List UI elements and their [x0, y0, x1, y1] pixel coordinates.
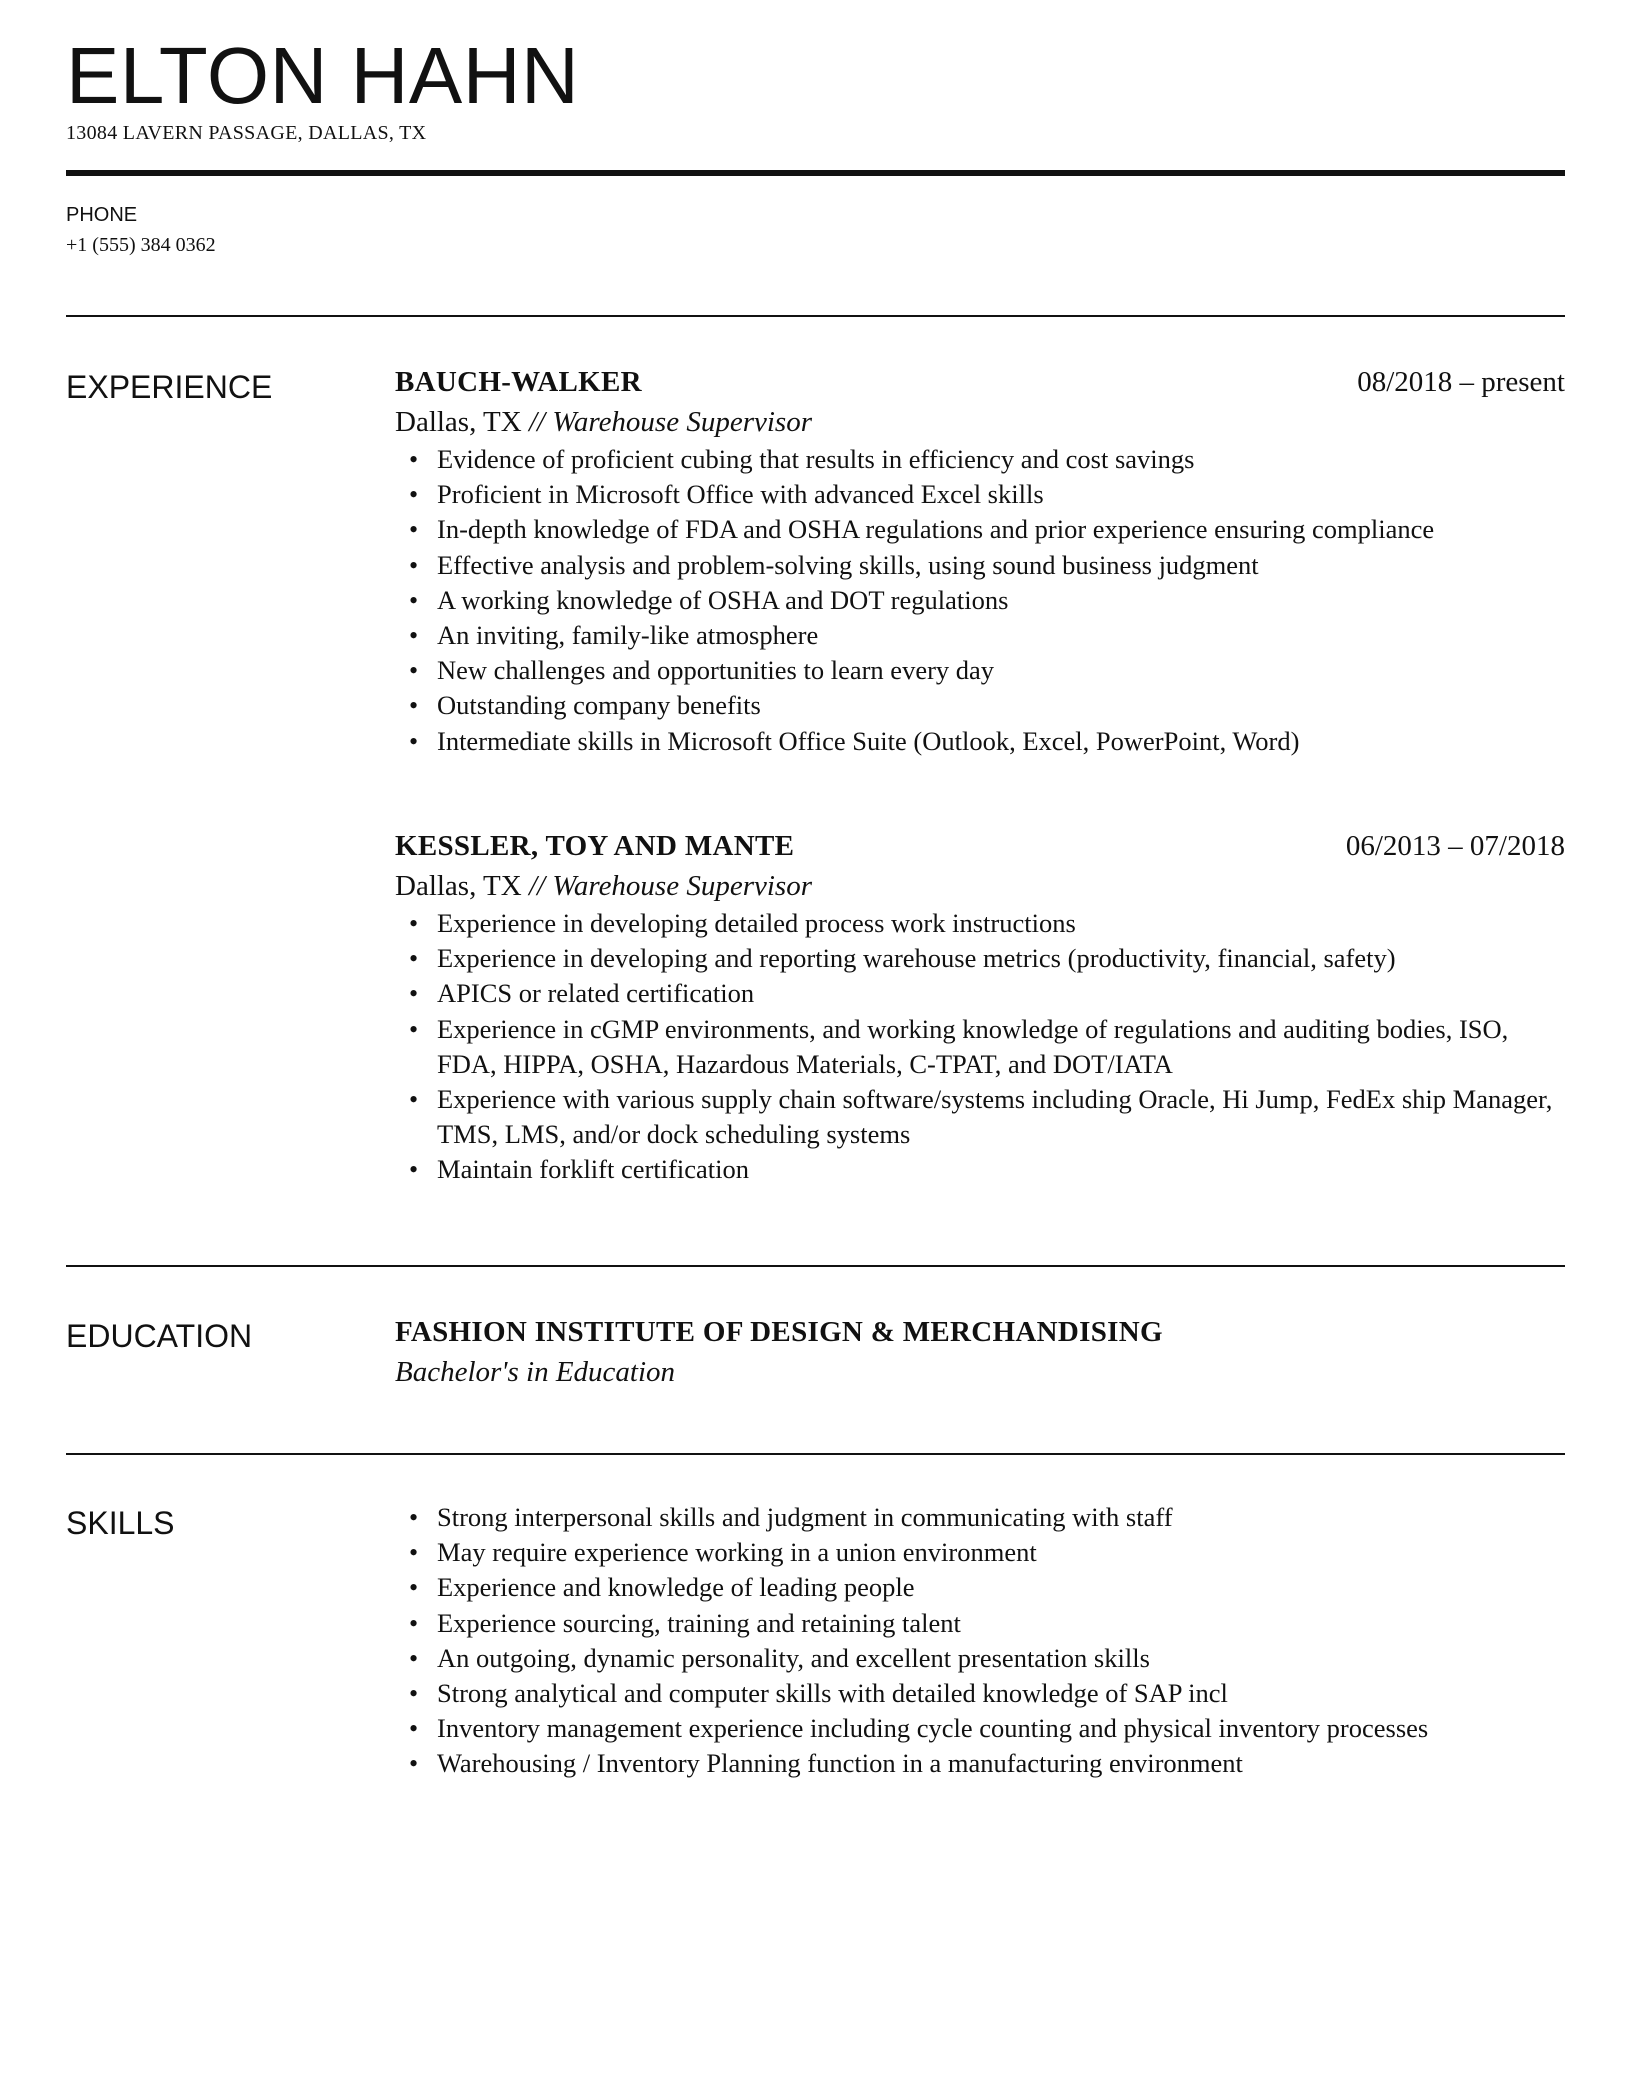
job-bullet: • An inviting, family-like atmosphere	[395, 618, 1565, 653]
education-school: FASHION INSTITUTE OF DESIGN & MERCHANDISING	[395, 1316, 1163, 1348]
job-bullet: • A working knowledge of OSHA and DOT regulations	[395, 583, 1565, 618]
job-header	[395, 362, 1565, 402]
job-bullet: • APICS or related certification	[395, 976, 1565, 1011]
job-role: Warehouse Supervisor	[552, 870, 812, 902]
skill-item: • May require experience working in a union environment	[395, 1535, 1565, 1570]
skills-bullets	[395, 1500, 1565, 1782]
job-bullet: • Outstanding company benefits	[395, 688, 1565, 723]
education-degree: Bachelor's in Education	[395, 1356, 676, 1388]
job-bullet: • Experience in developing and reporting warehouse metrics (productivity, financial, safety)	[395, 941, 1565, 976]
skills-list	[395, 1500, 1565, 1782]
job-entry	[395, 826, 1565, 1188]
job-bullet: • New challenges and opportunities to learn every day	[395, 653, 1565, 688]
job-bullets	[395, 906, 1565, 1188]
job-location: Dallas, TX	[395, 406, 522, 438]
job-header	[395, 826, 1565, 866]
job-bullet: • Effective analysis and problem-solving skills, using sound business judgment	[395, 548, 1565, 583]
job-dates: 08/2018 – present	[1357, 366, 1565, 398]
skill-item: • An outgoing, dynamic personality, and excellent presentation skills	[395, 1641, 1565, 1676]
header-divider	[66, 170, 1565, 176]
job-dates: 06/2013 – 07/2018	[1345, 830, 1565, 862]
section-divider-education	[66, 1265, 1565, 1267]
education-section-title: EDUCATION	[66, 1318, 253, 1354]
job-bullet: • In-depth knowledge of FDA and OSHA regulations and prior experience ensuring compliance	[395, 512, 1565, 547]
job-company: KESSLER, TOY AND MANTE	[395, 830, 795, 862]
skill-item: • Experience sourcing, training and retaining talent	[395, 1606, 1565, 1641]
skill-item: • Warehousing / Inventory Planning function in a manufacturing environment	[395, 1746, 1565, 1781]
job-bullet: • Experience with various supply chain software/systems including Oracle, Hi Jump, FedEx ship Manager, TMS, LMS, and/or dock scheduling systems	[395, 1082, 1565, 1152]
job-bullet: • Experience in cGMP environments, and working knowledge of regulations and auditing bodies, ISO, FDA, HIPPA, OSHA, Hazardous Materials, C-TPAT, and DOT/IATA	[395, 1012, 1565, 1082]
phone-number: +1 (555) 384 0362	[66, 234, 216, 256]
job-bullet: • Proficient in Microsoft Office with advanced Excel skills	[395, 477, 1565, 512]
job-separator: //	[528, 406, 546, 438]
section-divider-experience	[66, 315, 1565, 317]
job-subtitle	[395, 402, 1565, 442]
experience-section-title: EXPERIENCE	[66, 369, 273, 405]
job-entry	[395, 362, 1565, 759]
skills-section-title: SKILLS	[66, 1505, 175, 1541]
job-subtitle	[395, 866, 1565, 906]
skill-item: • Inventory management experience including cycle counting and physical inventory processes	[395, 1711, 1565, 1746]
candidate-name: ELTON HAHN	[66, 31, 580, 120]
skill-item: • Strong interpersonal skills and judgment in communicating with staff	[395, 1500, 1565, 1535]
candidate-address: 13084 LAVERN PASSAGE, DALLAS, TX	[66, 122, 427, 144]
job-bullet: • Maintain forklift certification	[395, 1152, 1565, 1187]
job-separator: //	[528, 870, 546, 902]
section-divider-skills	[66, 1453, 1565, 1455]
skill-item: • Strong analytical and computer skills with detailed knowledge of SAP incl	[395, 1676, 1565, 1711]
job-bullet: • Experience in developing detailed process work instructions	[395, 906, 1565, 941]
skill-item: • Experience and knowledge of leading people	[395, 1570, 1565, 1605]
education-entry	[395, 1312, 1565, 1392]
job-bullet: • Evidence of proficient cubing that results in efficiency and cost savings	[395, 442, 1565, 477]
job-role: Warehouse Supervisor	[552, 406, 812, 438]
job-company: BAUCH-WALKER	[395, 366, 642, 398]
job-bullet: • Intermediate skills in Microsoft Office Suite (Outlook, Excel, PowerPoint, Word)	[395, 724, 1565, 759]
experience-list	[395, 362, 1565, 759]
job-location: Dallas, TX	[395, 870, 522, 902]
experience-list-continued	[395, 826, 1565, 1188]
phone-label: PHONE	[66, 204, 138, 226]
job-bullets	[395, 442, 1565, 759]
